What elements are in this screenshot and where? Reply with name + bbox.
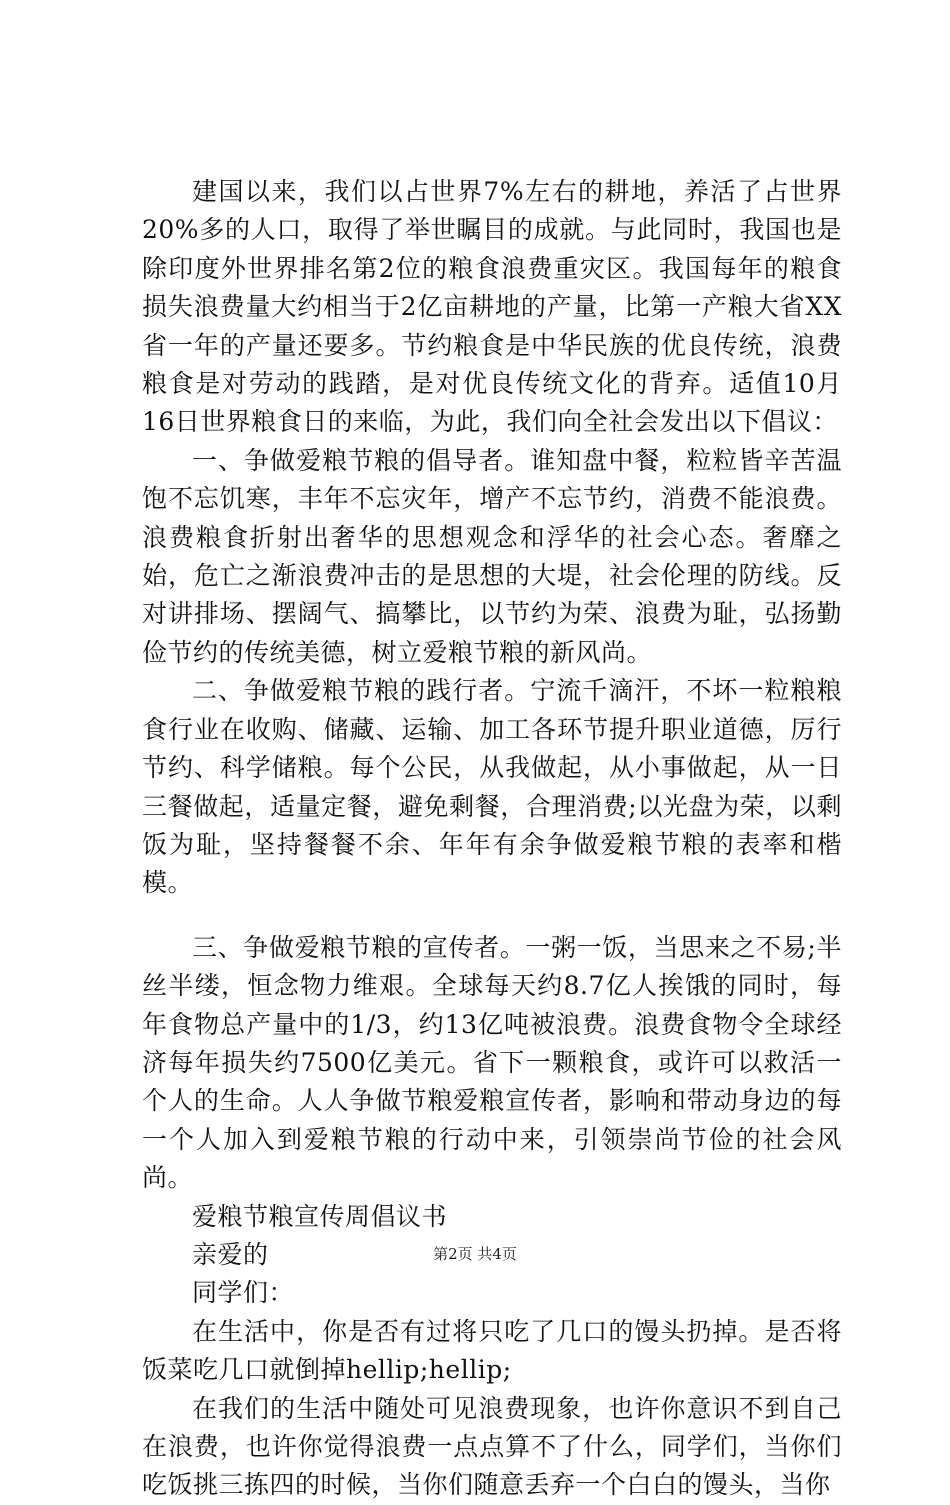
paragraph-proposal-three: 三、争做爱粮节粮的宣传者。一粥一饭，当思来之不易;半丝半缕，恒念物力维艰。全球每天约8.7亿人挨饿的同时，每年食物总产量中的1/3，约13亿吨被浪费。浪费食物令全球经济每年损失约7500亿美元。省下一颗粮食，或许可以救活一个人的生命。人人争做节粮爱粮宣传者，影响和带动身边的每一个人加入到爱粮节粮的行动中来，引领崇尚节俭的社会风尚。: [142, 932, 842, 1193]
salutation-line-two: 同学们：: [192, 1278, 295, 1308]
paragraph-waste-phenomenon: 在我们的生活中随处可见浪费现象，也许你意识不到自己在浪费，也许你觉得浪费一点点算不了什么，同学们，当你们吃饭挑三拣四的时候，当你们随意丢弃一个白白的馒头，当你: [142, 1393, 842, 1500]
page-number-footer: 第2页 共4页: [433, 1245, 517, 1263]
document-body: [142, 173, 842, 1505]
section-title: 爱粮节粮宣传周倡议书: [192, 1201, 448, 1231]
paragraph-proposal-one: 一、争做爱粮节粮的倡导者。谁知盘中餐，粒粒皆辛苦温饱不忘饥寒，丰年不忘灾年，增产不忘节约，消费不能浪费。浪费粮食折射出奢华的思想观念和浮华的社会心态。奢靡之始，危亡之渐浪费冲击的是思想的大堤，社会伦理的防线。反对讲排场、摆阔气、搞攀比，以节约为荣、浪费为耻，弘扬勤俭节约的传统美德，树立爱粮节粮的新风尚。: [142, 445, 842, 667]
salutation-line-one: 亲爱的: [192, 1239, 269, 1269]
paragraph-life-question: 在生活中，你是否有过将只吃了几口的馒头扔掉。是否将饭菜吃几口就倒掉hellip;hellip;: [142, 1316, 842, 1385]
paragraph-intro: 建国以来，我们以占世界7%左右的耕地，养活了占世界20%多的人口，取得了举世瞩目的成就。与此同时，我国也是除印度外世界排名第2位的粮食浪费重灾区。我国每年的粮食损失浪费量大约相当于2亿亩耕地的产量，比第一产粮大省XX省一年的产量还要多。节约粮食是中华民族的优良传统，浪费粮食是对劳动的践踏，是对优良传统文化的背弃。适值10月16日世界粮食日的来临，为此，我们向全社会发出以下倡议：: [142, 177, 842, 437]
paragraph-proposal-two: 二、争做爱粮节粮的践行者。宁流千滴汗，不坏一粒粮粮食行业在收购、储藏、运输、加工各环节提升职业道德，厉行节约、科学储粮。每个公民，从我做起，从小事做起，从一日三餐做起，适量定餐，避免剩餐，合理消费;以光盘为荣，以剩饭为耻，坚持餐餐不余、年年有余争做爱粮节粮的表率和楷模。: [142, 676, 842, 898]
